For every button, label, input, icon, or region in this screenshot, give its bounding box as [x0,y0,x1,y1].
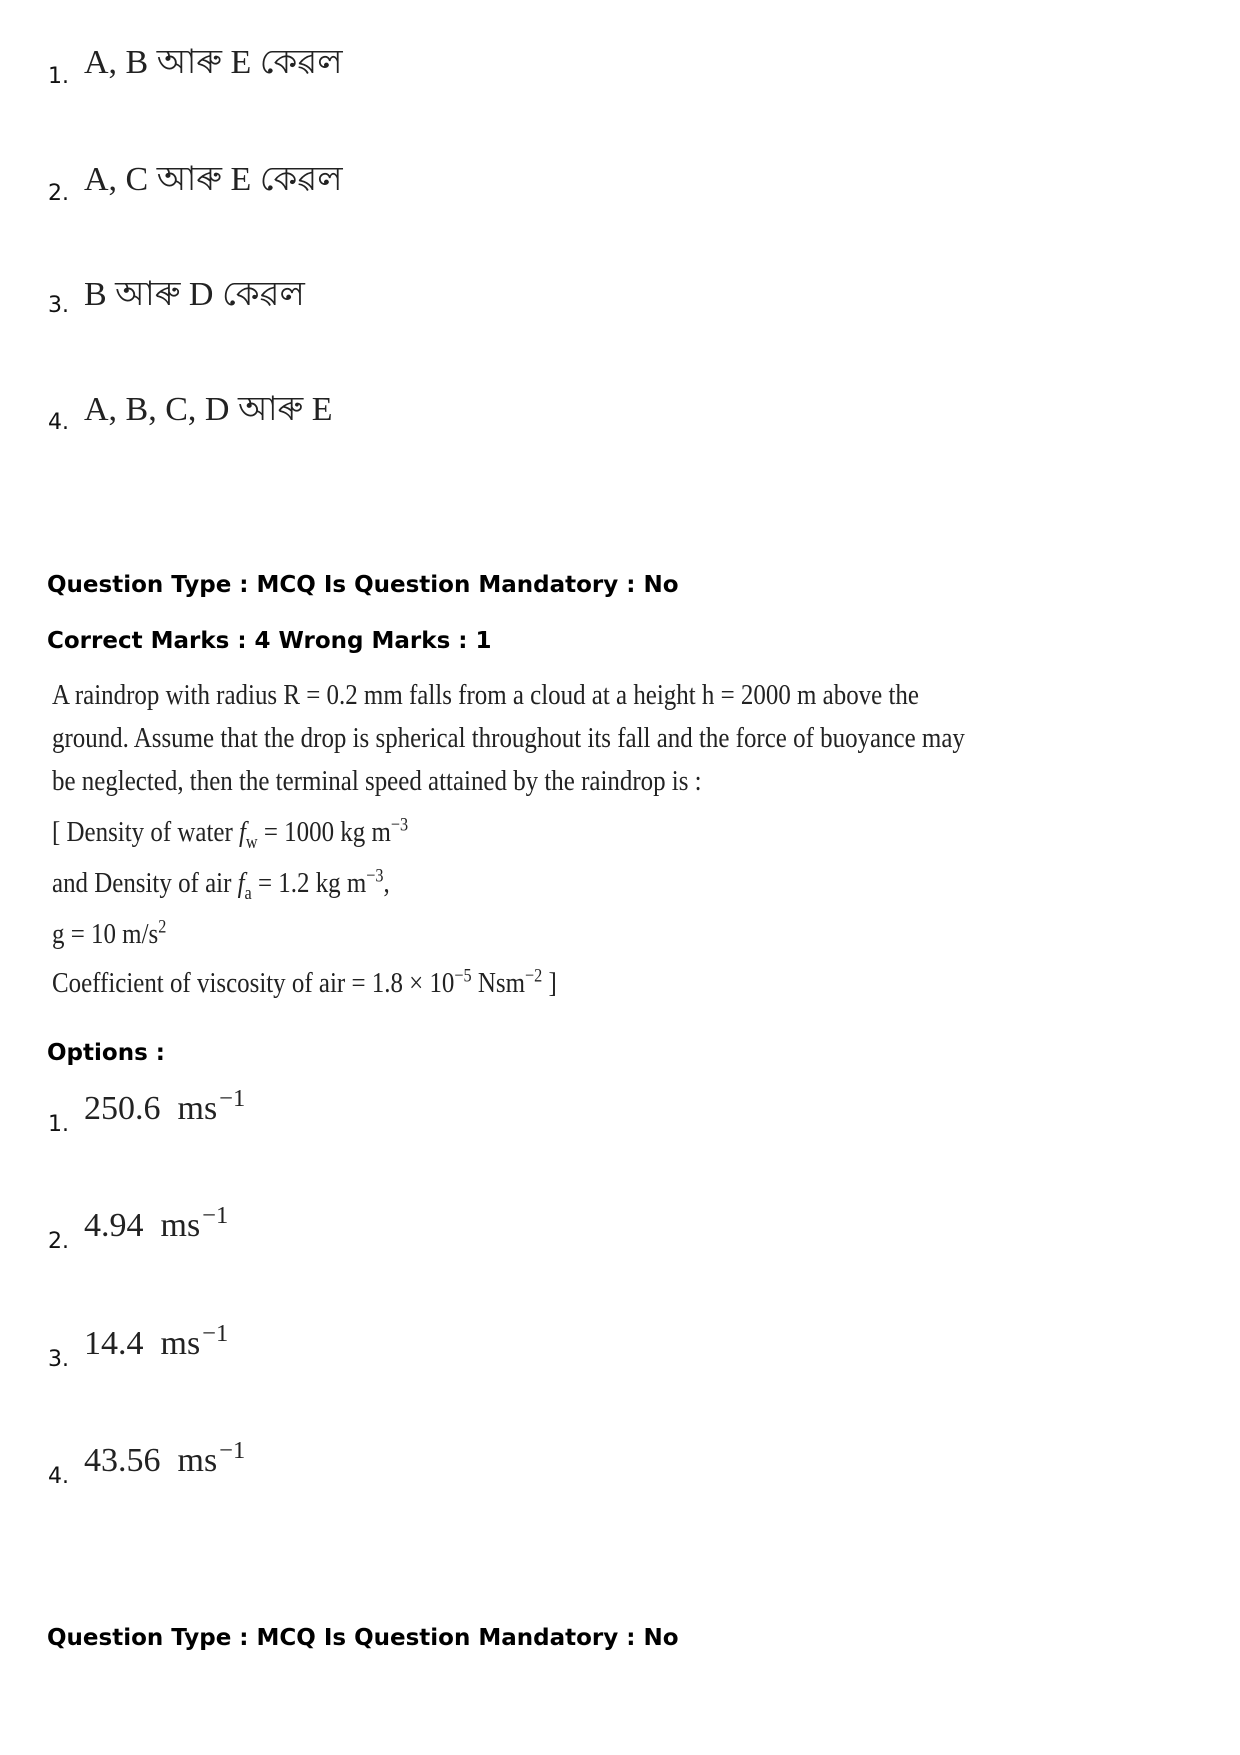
next-question-type-line: Question Type : MCQ Is Question Mandatory : No [47,1625,679,1651]
question-text [52,674,965,1005]
given-water-density: [ Density of water $f_w = 1000$ kg $m^{-3}$ [52,814,409,853]
marks-line: Correct Marks : 4 Wrong Marks : 1 [47,628,492,654]
option-value: 14.4 $ms^{-1}$ [84,1319,229,1362]
option-number: 4. [48,410,69,435]
option-text: A, B আৰু E কেৱল [84,44,343,81]
option-number: 4. [48,1464,69,1489]
given-gravity: g = 10 $m/s^2$ [52,916,167,950]
given-viscosity: Coefficient of viscosity of air = $1.8 \times 10^{-5}$ Nsm$^{-2}$ ] [52,965,557,999]
question-type-line: Question Type : MCQ Is Question Mandatory : No [47,572,679,598]
option-text: A, B, C, D আৰু E [84,391,333,428]
option-text: A, C আৰু E কেৱল [84,161,343,198]
options-label: Options : [47,1040,165,1066]
given-air-density: and Density of air $f_a = 1.2$ kg $m^{-3}$, [52,865,390,904]
option-number: 2. [48,1229,69,1254]
option-number: 3. [48,1347,69,1372]
question-line: be neglected, then the terminal speed attained by the raindrop is : [52,765,702,797]
question-line: ground. Assume that the drop is spherical throughout its fall and the force of buoyance may [52,722,965,754]
question-line: A raindrop with radius R = 0.2 mm falls from a cloud at a height h = 2000 m above the [52,679,919,711]
option-text: B আৰু D কেৱল [84,276,305,313]
option-number: 1. [48,64,69,89]
option-number: 1. [48,1112,69,1137]
option-number: 2. [48,181,69,206]
option-value: 4.94 $ms^{-1}$ [84,1201,229,1244]
option-number: 3. [48,293,69,318]
option-value: 250.6 $ms^{-1}$ [84,1084,246,1127]
option-value: 43.56 $ms^{-1}$ [84,1436,246,1479]
